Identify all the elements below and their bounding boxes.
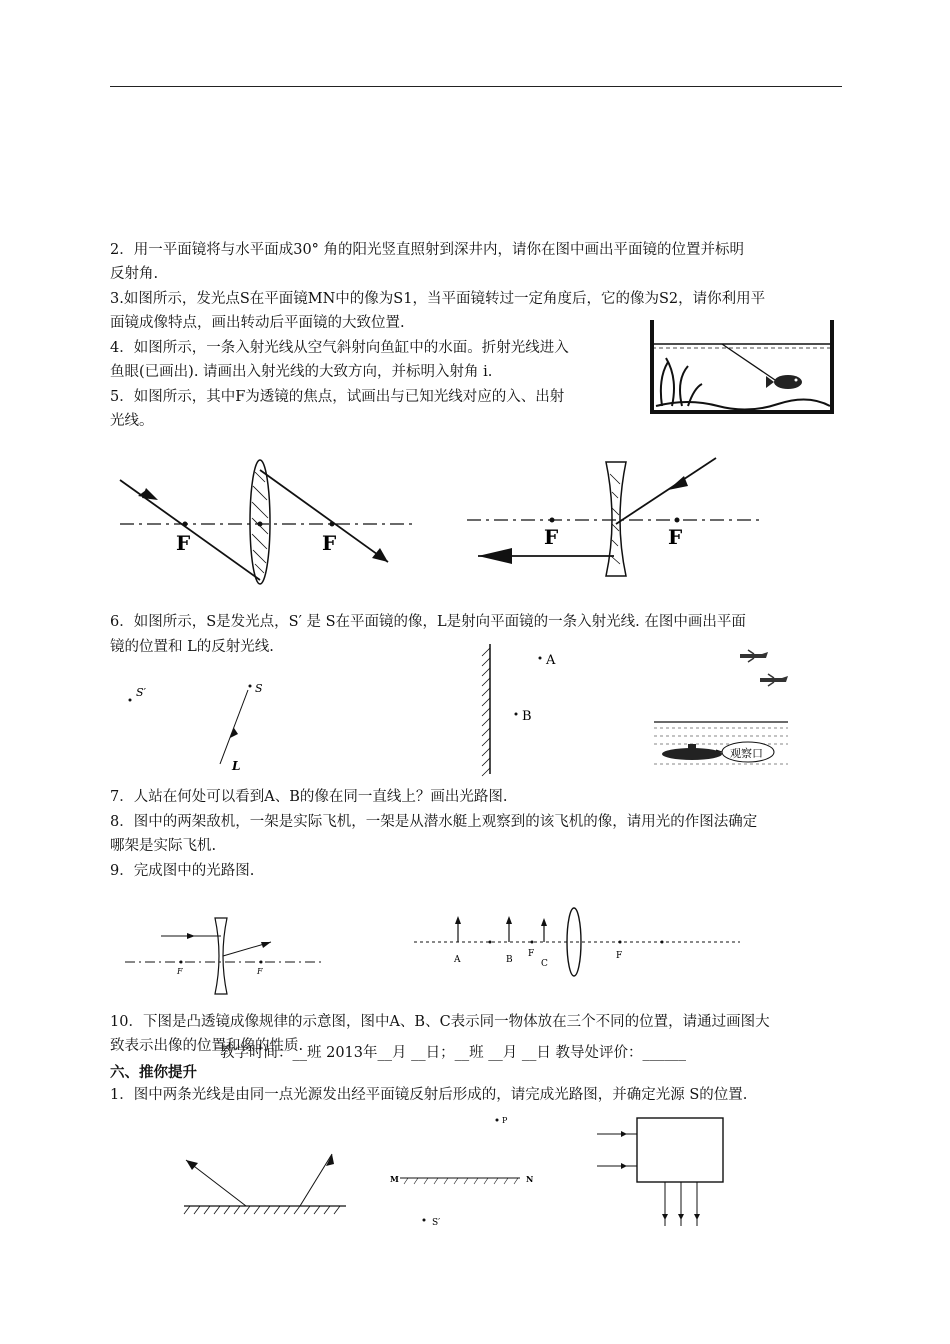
f-label-4: F <box>668 525 683 549</box>
a-point-label: A <box>546 653 556 668</box>
obj-b-label: B <box>506 955 513 965</box>
header-rule <box>110 86 842 87</box>
q5-line1: 5．如图所示，其中F为透镜的焦点，试画出与已知光线对应的入、出射 <box>110 389 565 405</box>
q10-line1: 10．下图是凸透镜成像规律的示意图，图中A、B、C表示同一物体放在三个不同的位置，请通过画图大 <box>110 1014 770 1030</box>
mn-mirror-figure <box>390 1110 540 1230</box>
q4-line1: 4．如图所示，一条入射光线从空气斜射向鱼缸中的水面。折射光线进入 <box>110 340 569 356</box>
teaching-time-note: 教学时间：__班 2013年__月 __日；__班 __月 __日 教导处评价：______ <box>220 1045 686 1061</box>
q6-line2: 镜的位置和 L的反射光线. <box>110 639 274 655</box>
m-label: M <box>390 1174 399 1184</box>
black-box-figure <box>595 1114 730 1229</box>
fish-tank-figure <box>648 318 836 418</box>
n-label: N <box>526 1174 534 1184</box>
section-6-title: 六、推你提升 <box>110 1064 197 1081</box>
q9-convex-figure <box>410 906 750 982</box>
obj-a-label: A <box>454 955 461 965</box>
q8-line2: 哪架是实际飞机. <box>110 838 217 854</box>
q9-f-left: F <box>177 967 183 976</box>
convex-f-right: F <box>616 951 623 961</box>
q7: 7．人站在何处可以看到A、B的像在同一直线上？画出光路图. <box>110 789 508 805</box>
f-label-1: F <box>176 531 191 555</box>
q2-line1: 2．用一平面镜将与水平面成30° 角的阳光竖直照射到深井内，请你在图中画出平面镜的位置并标明 <box>110 242 745 258</box>
q4-line2: 鱼眼(已画出). 请画出入射光线的大致方向，并标明入射角 i. <box>110 364 493 380</box>
q3-line2: 面镜成像特点，画出转动后平面镜的大致位置. <box>110 315 405 331</box>
q2-line2: 反射角. <box>110 266 159 282</box>
submarine-figure <box>650 644 790 774</box>
q9-f-right: F <box>257 967 263 976</box>
l-label: L <box>232 759 241 773</box>
q9-concave-figure <box>125 916 325 1000</box>
s-label: S <box>255 682 263 695</box>
convex-lens-figure <box>110 452 420 592</box>
observe-label: 观察口 <box>730 747 763 760</box>
b-point-label: B <box>522 709 532 724</box>
f-label-2: F <box>322 531 337 555</box>
f-label-3: F <box>544 525 559 549</box>
s-prime-2-label: S′ <box>432 1218 441 1228</box>
s6-q1: 1．图中两条光线是由同一点光源发出经平面镜反射后形成的，请完成光路图，并确定光源 S的位置. <box>110 1087 748 1103</box>
p-label: P <box>502 1116 508 1125</box>
two-rays-mirror-figure <box>180 1150 350 1220</box>
convex-f-left: F <box>528 949 535 959</box>
q8-line1: 8．图中的两架敌机，一架是实际飞机，一架是从潜水艇上观察到的该飞机的像，请用光的作图法确定 <box>110 814 758 830</box>
concave-lens-figure <box>462 452 772 582</box>
obj-c-label: C <box>541 959 548 969</box>
s-prime-label: S′ <box>136 686 147 699</box>
source-image-figure <box>120 676 270 776</box>
q5-line2: 光线。 <box>110 413 154 429</box>
q10-line2: 致表示出像的位置和像的性质. <box>110 1038 304 1054</box>
q6-line1: 6．如图所示，S是发光点，S′ 是 S在平面镜的像，L是射向平面镜的一条入射光线. 在图中画出平面 <box>110 614 746 630</box>
q3-line1: 3.如图所示，发光点S在平面镜MN中的像为S1，当平面镜转过一定角度后，它的像为S2，请你利用平 <box>110 291 766 307</box>
q9: 9．完成图中的光路图. <box>110 863 255 879</box>
mirror-ab-figure <box>480 640 580 780</box>
